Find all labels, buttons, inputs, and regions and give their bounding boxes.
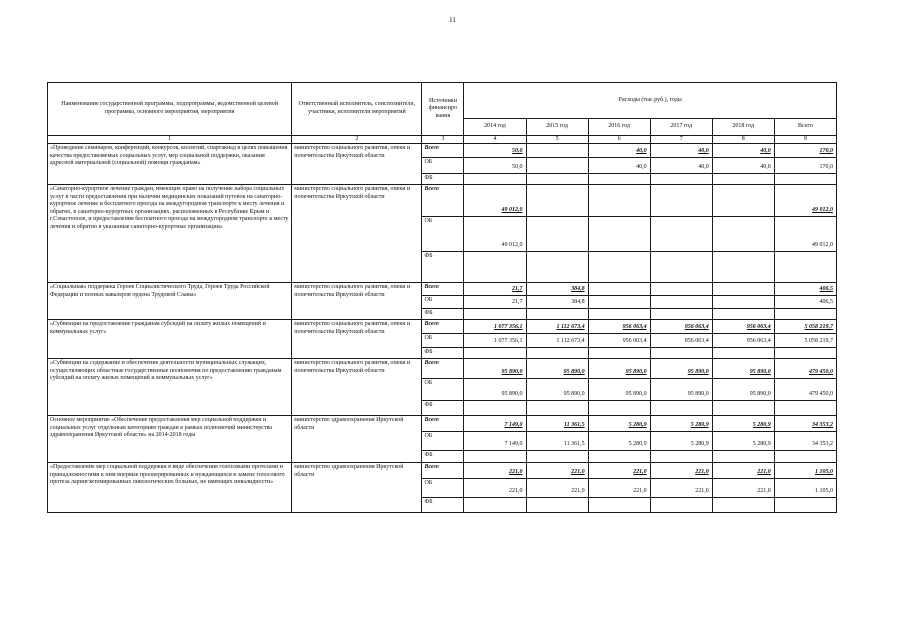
source-total-label: Всего bbox=[422, 144, 464, 158]
fb-value bbox=[650, 309, 712, 320]
column-index: 5 bbox=[526, 136, 588, 144]
total-value: 221,0 bbox=[588, 463, 650, 479]
total-value: 49 012,0 bbox=[774, 185, 836, 217]
page-number: 11 bbox=[449, 16, 456, 24]
source-total-label: Всего bbox=[422, 320, 464, 334]
column-index: 8 bbox=[712, 136, 774, 144]
fb-value bbox=[464, 348, 526, 359]
total-value bbox=[712, 185, 774, 217]
fb-value bbox=[650, 498, 712, 513]
ob-value: 5 280,9 bbox=[650, 432, 712, 451]
total-value: 956 063,4 bbox=[712, 320, 774, 334]
fb-value bbox=[712, 309, 774, 320]
total-value: 406,5 bbox=[774, 283, 836, 296]
header-year: Всего bbox=[774, 119, 836, 136]
header-executor: Ответственный исполнитель, соисполнители, участники, исполнители мероприятий bbox=[292, 83, 422, 136]
total-value: 95 890,0 bbox=[712, 359, 774, 379]
total-value: 95 890,0 bbox=[588, 359, 650, 379]
ob-value: 1 112 673,4 bbox=[526, 334, 588, 348]
ob-value: 384,8 bbox=[526, 296, 588, 309]
fb-value bbox=[526, 252, 588, 283]
measure-row bbox=[48, 463, 837, 479]
header-expenses: Расходы (тыс.руб.), годы bbox=[464, 83, 837, 119]
source-ob-label: ОБ bbox=[422, 296, 464, 309]
total-value bbox=[588, 283, 650, 296]
ob-value bbox=[588, 217, 650, 252]
header-year: 2015 год bbox=[526, 119, 588, 136]
fb-value bbox=[650, 252, 712, 283]
source-ob-label: ОБ bbox=[422, 432, 464, 451]
total-value bbox=[650, 185, 712, 217]
fb-value bbox=[526, 498, 588, 513]
total-value bbox=[588, 185, 650, 217]
ob-value: 49 012,0 bbox=[464, 217, 526, 252]
ob-value: 221,0 bbox=[712, 479, 774, 498]
total-value: 221,0 bbox=[650, 463, 712, 479]
header-year: 2018 год bbox=[712, 119, 774, 136]
source-ob-label: ОБ bbox=[422, 334, 464, 348]
fb-value bbox=[526, 174, 588, 185]
fb-value bbox=[712, 451, 774, 463]
ob-value: 95 890,0 bbox=[464, 379, 526, 401]
total-value: 1 105,0 bbox=[774, 463, 836, 479]
fb-value bbox=[526, 348, 588, 359]
total-value: 40,0 bbox=[650, 144, 712, 158]
total-value: 956 063,4 bbox=[650, 320, 712, 334]
ob-value: 7 149,0 bbox=[464, 432, 526, 451]
source-total-label: Всего bbox=[422, 463, 464, 479]
total-value: 5 280,9 bbox=[650, 416, 712, 432]
fb-value bbox=[774, 309, 836, 320]
source-total-label: Всего bbox=[422, 185, 464, 217]
fb-value bbox=[588, 252, 650, 283]
ob-value: 1 105,0 bbox=[774, 479, 836, 498]
total-value: 384,8 bbox=[526, 283, 588, 296]
measure-executor: министерство здравоохранения Иркутской области bbox=[292, 416, 422, 463]
expenses-table bbox=[47, 82, 837, 513]
source-fb-label: ФБ bbox=[422, 252, 464, 283]
header-name: Наименование государственной программы, подпрограммы, ведомственной целевой программы, основного мероприятия, мероприятия bbox=[48, 83, 292, 136]
total-value: 221,0 bbox=[712, 463, 774, 479]
column-index: 3 bbox=[422, 136, 464, 144]
header-year: 2016 год bbox=[588, 119, 650, 136]
measure-executor: министерство социального развития, опеки и попечительства Иркутской области bbox=[292, 320, 422, 359]
fb-value bbox=[712, 252, 774, 283]
fb-value bbox=[588, 309, 650, 320]
ob-value: 11 361,5 bbox=[526, 432, 588, 451]
fb-value bbox=[650, 348, 712, 359]
fb-value bbox=[464, 498, 526, 513]
measure-row bbox=[48, 185, 837, 217]
ob-value: 221,0 bbox=[526, 479, 588, 498]
total-value: 221,0 bbox=[526, 463, 588, 479]
total-value bbox=[712, 283, 774, 296]
ob-value: 170,0 bbox=[774, 158, 836, 174]
fb-value bbox=[464, 174, 526, 185]
column-index: 4 bbox=[464, 136, 526, 144]
total-value: 95 890,0 bbox=[464, 359, 526, 379]
ob-value: 956 063,4 bbox=[588, 334, 650, 348]
source-total-label: Всего bbox=[422, 416, 464, 432]
column-index: 9 bbox=[774, 136, 836, 144]
fb-value bbox=[588, 348, 650, 359]
ob-value: 5 058 219,7 bbox=[774, 334, 836, 348]
fb-value bbox=[650, 451, 712, 463]
fb-value bbox=[588, 451, 650, 463]
ob-value: 95 890,0 bbox=[526, 379, 588, 401]
measure-name: Основное мероприятие «Обеспечение предоставления мер социальной поддержки и социальных услуг отдельным категориям граждан в рамках полномочий министерства здравоохранения Иркутской области» на 2014-2018 годы bbox=[48, 416, 292, 463]
measure-row bbox=[48, 283, 837, 296]
ob-value: 406,5 bbox=[774, 296, 836, 309]
total-value: 170,0 bbox=[774, 144, 836, 158]
total-value: 1 112 673,4 bbox=[526, 320, 588, 334]
ob-value bbox=[650, 217, 712, 252]
fb-value bbox=[774, 174, 836, 185]
total-value: 5 280,9 bbox=[712, 416, 774, 432]
ob-value: 221,0 bbox=[588, 479, 650, 498]
fb-value bbox=[712, 348, 774, 359]
ob-value: 5 280,9 bbox=[588, 432, 650, 451]
measure-name: «Социальная» поддержка Героев Социалистического Труда, Героев Труда Российской Федерации и полных кавалеров ордена Трудовой Славы» bbox=[48, 283, 292, 320]
total-value bbox=[650, 283, 712, 296]
total-value: 5 280,9 bbox=[588, 416, 650, 432]
fb-value bbox=[774, 401, 836, 416]
column-index: 2 bbox=[292, 136, 422, 144]
fb-value bbox=[526, 451, 588, 463]
fb-value bbox=[464, 401, 526, 416]
total-value: 49 012,0 bbox=[464, 185, 526, 217]
fb-value bbox=[588, 401, 650, 416]
measure-executor: министерство социального развития, опеки и попечительства Иркутской области bbox=[292, 359, 422, 416]
ob-value: 95 890,0 bbox=[650, 379, 712, 401]
measure-row bbox=[48, 320, 837, 334]
total-value: 95 890,0 bbox=[526, 359, 588, 379]
source-fb-label: ФБ bbox=[422, 498, 464, 513]
source-fb-label: ФБ bbox=[422, 451, 464, 463]
ob-value: 50,0 bbox=[464, 158, 526, 174]
fb-value bbox=[526, 309, 588, 320]
ob-value: 5 280,9 bbox=[712, 432, 774, 451]
fb-value bbox=[774, 498, 836, 513]
source-fb-label: ФБ bbox=[422, 174, 464, 185]
measure-executor: министерство социального развития, опеки и попечительства Иркутской области bbox=[292, 185, 422, 283]
fb-value bbox=[588, 498, 650, 513]
source-ob-label: ОБ bbox=[422, 379, 464, 401]
total-value: 34 353,2 bbox=[774, 416, 836, 432]
total-value: 479 450,0 bbox=[774, 359, 836, 379]
ob-value bbox=[588, 296, 650, 309]
fb-value bbox=[774, 451, 836, 463]
source-fb-label: ФБ bbox=[422, 348, 464, 359]
ob-value: 95 890,0 bbox=[588, 379, 650, 401]
ob-value: 49 012,0 bbox=[774, 217, 836, 252]
fb-value bbox=[650, 401, 712, 416]
measure-name: «Санаторно-курортное лечение граждан, имеющих право на получение набора социальных услуг в части предоставления при наличии медицинских показаний путевок на санаторно-курортное лечение и бесплатного проезда на междугородном транспорте к месту лечения и обратно, в санаторно-курортных организациях, расположенных в Республике Крым и г.Севастополе, и предоставления бесплатного проезда на междугородном транспорте к месту лечения и обратно в указанные санаторно-курортные организации» bbox=[48, 185, 292, 283]
ob-value: 221,0 bbox=[650, 479, 712, 498]
measure-executor: министерство социального развития, опеки и попечительства Иркутской области bbox=[292, 283, 422, 320]
ob-value bbox=[650, 296, 712, 309]
source-ob-label: ОБ bbox=[422, 479, 464, 498]
total-value: 956 063,4 bbox=[588, 320, 650, 334]
total-value: 11 361,5 bbox=[526, 416, 588, 432]
column-index: 1 bbox=[48, 136, 292, 144]
ob-value: 34 353,2 bbox=[774, 432, 836, 451]
ob-value: 40,0 bbox=[712, 158, 774, 174]
total-value: 221,0 bbox=[464, 463, 526, 479]
total-value: 40,0 bbox=[588, 144, 650, 158]
header-source: Источники финансиро вания bbox=[422, 83, 464, 136]
ob-value: 95 890,0 bbox=[712, 379, 774, 401]
measure-row bbox=[48, 144, 837, 158]
measure-name: «Предоставление мер социальной поддержки в виде обеспечения голосовыми протезами и принадлежностями к ним впервые прооперированных и нуждающихся в замене голосового протеза ларингэктомированных онкологических больных, не имеющих инвалидности» bbox=[48, 463, 292, 513]
total-value: 95 890,0 bbox=[650, 359, 712, 379]
fb-value bbox=[712, 174, 774, 185]
fb-value bbox=[464, 309, 526, 320]
header-year: 2017 год bbox=[650, 119, 712, 136]
total-value: 7 149,0 bbox=[464, 416, 526, 432]
fb-value bbox=[588, 174, 650, 185]
measure-executor: министерство здравоохранения Иркутской области bbox=[292, 463, 422, 513]
source-ob-label: ОБ bbox=[422, 217, 464, 252]
total-value bbox=[526, 144, 588, 158]
fb-value bbox=[774, 348, 836, 359]
ob-value: 956 063,4 bbox=[650, 334, 712, 348]
ob-value: 40,0 bbox=[650, 158, 712, 174]
fb-value bbox=[650, 174, 712, 185]
fb-value bbox=[464, 451, 526, 463]
source-total-label: Всего bbox=[422, 283, 464, 296]
fb-value bbox=[774, 252, 836, 283]
ob-value: 21,7 bbox=[464, 296, 526, 309]
source-ob-label: ОБ bbox=[422, 158, 464, 174]
measure-name: «Субвенции на содержание и обеспечение деятельности муниципальных служащих, осуществляющих областные государственные полномочия по предоставлению гражданам субсидий на оплату жилых помещений и коммунальных услуг» bbox=[48, 359, 292, 416]
total-value bbox=[526, 185, 588, 217]
ob-value: 221,0 bbox=[464, 479, 526, 498]
measure-row bbox=[48, 416, 837, 432]
fb-value bbox=[464, 252, 526, 283]
measure-executor: министерство социального развития, опеки и попечительства Иркутской области bbox=[292, 144, 422, 185]
measure-name: «Субвенции на предоставление гражданам субсидий на оплату жилых помещений и коммунальных услуг» bbox=[48, 320, 292, 359]
table-body bbox=[48, 144, 837, 513]
ob-value bbox=[526, 217, 588, 252]
fb-value bbox=[526, 401, 588, 416]
source-total-label: Всего bbox=[422, 359, 464, 379]
ob-value bbox=[712, 296, 774, 309]
total-value: 5 058 219,7 bbox=[774, 320, 836, 334]
source-fb-label: ФБ bbox=[422, 309, 464, 320]
ob-value: 40,0 bbox=[588, 158, 650, 174]
fb-value bbox=[712, 401, 774, 416]
ob-value: 956 063,4 bbox=[712, 334, 774, 348]
total-value: 50,0 bbox=[464, 144, 526, 158]
ob-value: 479 450,0 bbox=[774, 379, 836, 401]
source-fb-label: ФБ bbox=[422, 401, 464, 416]
header-year: 2014 год bbox=[464, 119, 526, 136]
ob-value: 1 077 356,1 bbox=[464, 334, 526, 348]
total-value: 21,7 bbox=[464, 283, 526, 296]
measure-row bbox=[48, 359, 837, 379]
ob-value bbox=[526, 158, 588, 174]
column-index: 6 bbox=[588, 136, 650, 144]
ob-value bbox=[712, 217, 774, 252]
fb-value bbox=[712, 498, 774, 513]
measure-name: «Проведение семинаров, конференций, конкурсов, коллегий, спартакиад в целях повышения качества предоставляемых социальных услуг, мер социальной поддержки, оказания адресной материальной (социальной) помощи гражданам» bbox=[48, 144, 292, 185]
column-index: 7 bbox=[650, 136, 712, 144]
total-value: 40,0 bbox=[712, 144, 774, 158]
total-value: 1 077 356,1 bbox=[464, 320, 526, 334]
